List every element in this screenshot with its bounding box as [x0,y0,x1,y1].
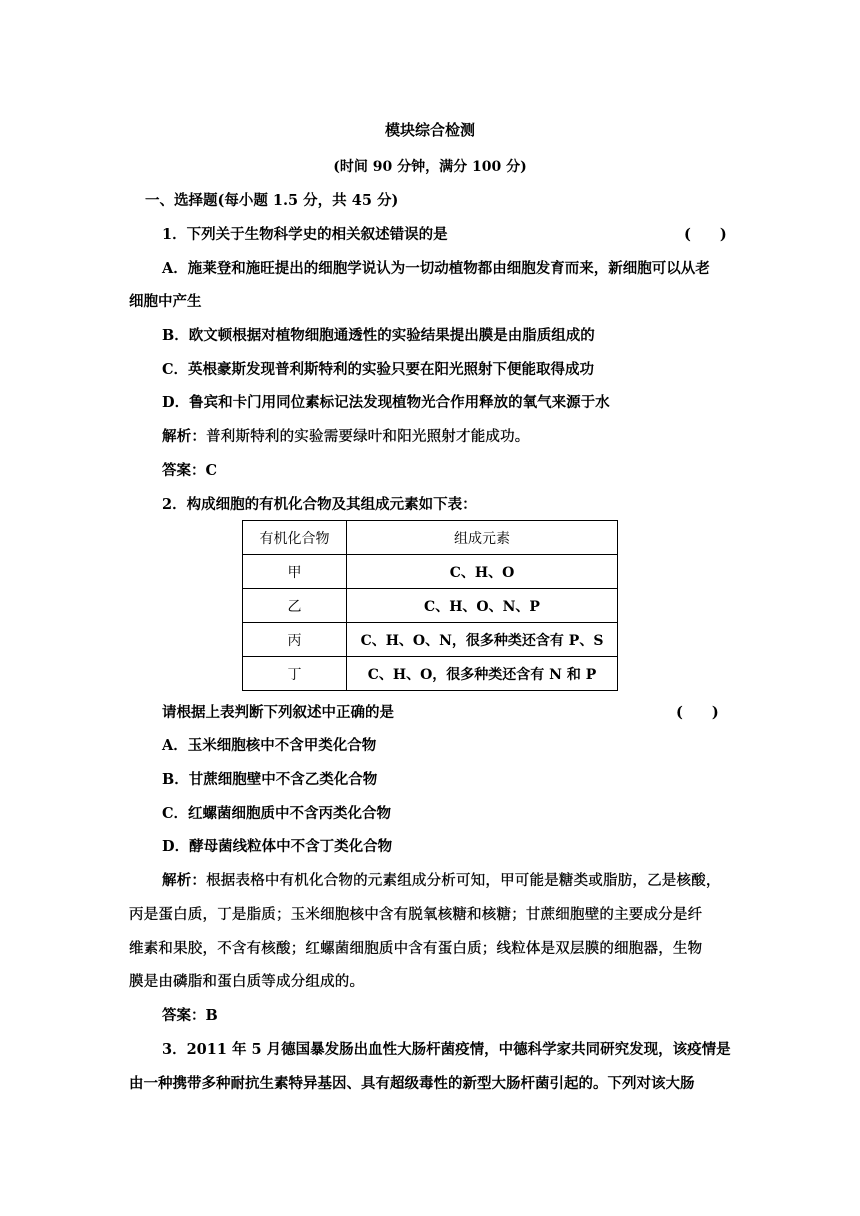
q1-answer-blank: ( ) [684,226,727,243]
table-cell-elements: C、H、O [347,555,618,589]
page-title: 模块综合检测 [384,121,475,139]
q2-analysis-text: 根据表格中有机化合物的元素组成分析可知，甲可能是糖类或脂肪，乙是核酸， [206,873,721,889]
q2-analysis-line4 [129,972,364,992]
q1-option-d: D．鲁宾和卡门用同位素标记法发现植物光合作用释放的氧气来源于水 [162,394,610,411]
q1-option-c: C．英根豪斯发现普利斯特利的实验只要在阳光照射下便能取得成功 [162,361,595,378]
table-header-cell: 组成元素 [347,521,618,555]
table-row [243,555,618,589]
q2-analysis-line1 [162,871,721,891]
q2-option-d: D．酵母菌线粒体中不含丁类化合物 [162,838,393,855]
q1-analysis [162,427,530,447]
q2-answer-blank: ( ) [676,704,719,721]
q2-answer: 答案：B [162,1007,218,1024]
q2-analysis-text: 维素和果胶，不含有核酸；红螺菌细胞质中含有蛋白质；线粒体是双层膜的细胞器，生物 [129,941,703,957]
table-header-row [243,521,618,555]
q1-option-b: B．欧文顿根据对植物细胞通透性的实验结果提出膜是由脂质组成的 [162,327,595,344]
table-cell-compound: 丁 [243,657,347,691]
q1-analysis-label: 解析： [162,428,207,445]
q1-analysis-text: 普利斯特利的实验需要绿叶和阳光照射才能成功。 [206,429,530,445]
q2-analysis-line3 [129,939,702,959]
q3-stem-line1: 3．2011 年 5 月德国暴发肠出血性大肠杆菌疫情，中德科学家共同研究发现，该疫情是 [162,1041,731,1058]
q2-option-a: A．玉米细胞核中不含甲类化合物 [162,737,377,754]
q1-stem: 1．下列关于生物科学史的相关叙述错误的是 [162,226,448,243]
page-subtitle: (时间 90 分钟，满分 100 分) [333,159,527,175]
section-heading: 一、选择题(每小题 1.5 分，共 45 分) [145,192,399,209]
table-cell-elements: C、H、O、N，很多种类还含有 P、S [347,623,618,657]
q2-question: 请根据上表判断下列叙述中正确的是 [162,704,394,721]
q1-option-a-line2: 细胞中产生 [129,293,202,310]
table-cell-elements: C、H、O、N、P [347,589,618,623]
q3-stem-line2: 由一种携带多种耐抗生素特异基因、具有超级毒性的新型大肠杆菌引起的。下列对该大肠 [129,1075,695,1092]
q1-answer: 答案：C [162,462,218,479]
table-row [243,657,618,691]
table-row [243,623,618,657]
q2-analysis-line2 [129,905,702,925]
q2-analysis-text: 丙是蛋白质，丁是脂质；玉米细胞核中含有脱氧核糖和核糖；甘蔗细胞壁的主要成分是纤 [129,907,703,923]
table-row [243,589,618,623]
table-header-cell: 有机化合物 [243,521,347,555]
q2-analysis-label: 解析： [162,872,207,889]
table-cell-compound: 乙 [243,589,347,623]
compound-elements-table [242,520,618,691]
table-cell-compound: 丙 [243,623,347,657]
q2-option-b: B．甘蔗细胞壁中不含乙类化合物 [162,771,378,788]
table-cell-compound: 甲 [243,555,347,589]
q1-option-a-line1: A．施莱登和施旺提出的细胞学说认为一切动植物都由细胞发育而来，新细胞可以从老 [162,260,710,277]
q2-stem: 2．构成细胞的有机化合物及其组成元素如下表： [162,496,477,513]
q2-option-c: C．红螺菌细胞质中不含丙类化合物 [162,805,392,822]
table-cell-elements: C、H、O，很多种类还含有 N 和 P [347,657,618,691]
q2-analysis-text: 膜是由磷脂和蛋白质等成分组成的。 [129,974,365,990]
